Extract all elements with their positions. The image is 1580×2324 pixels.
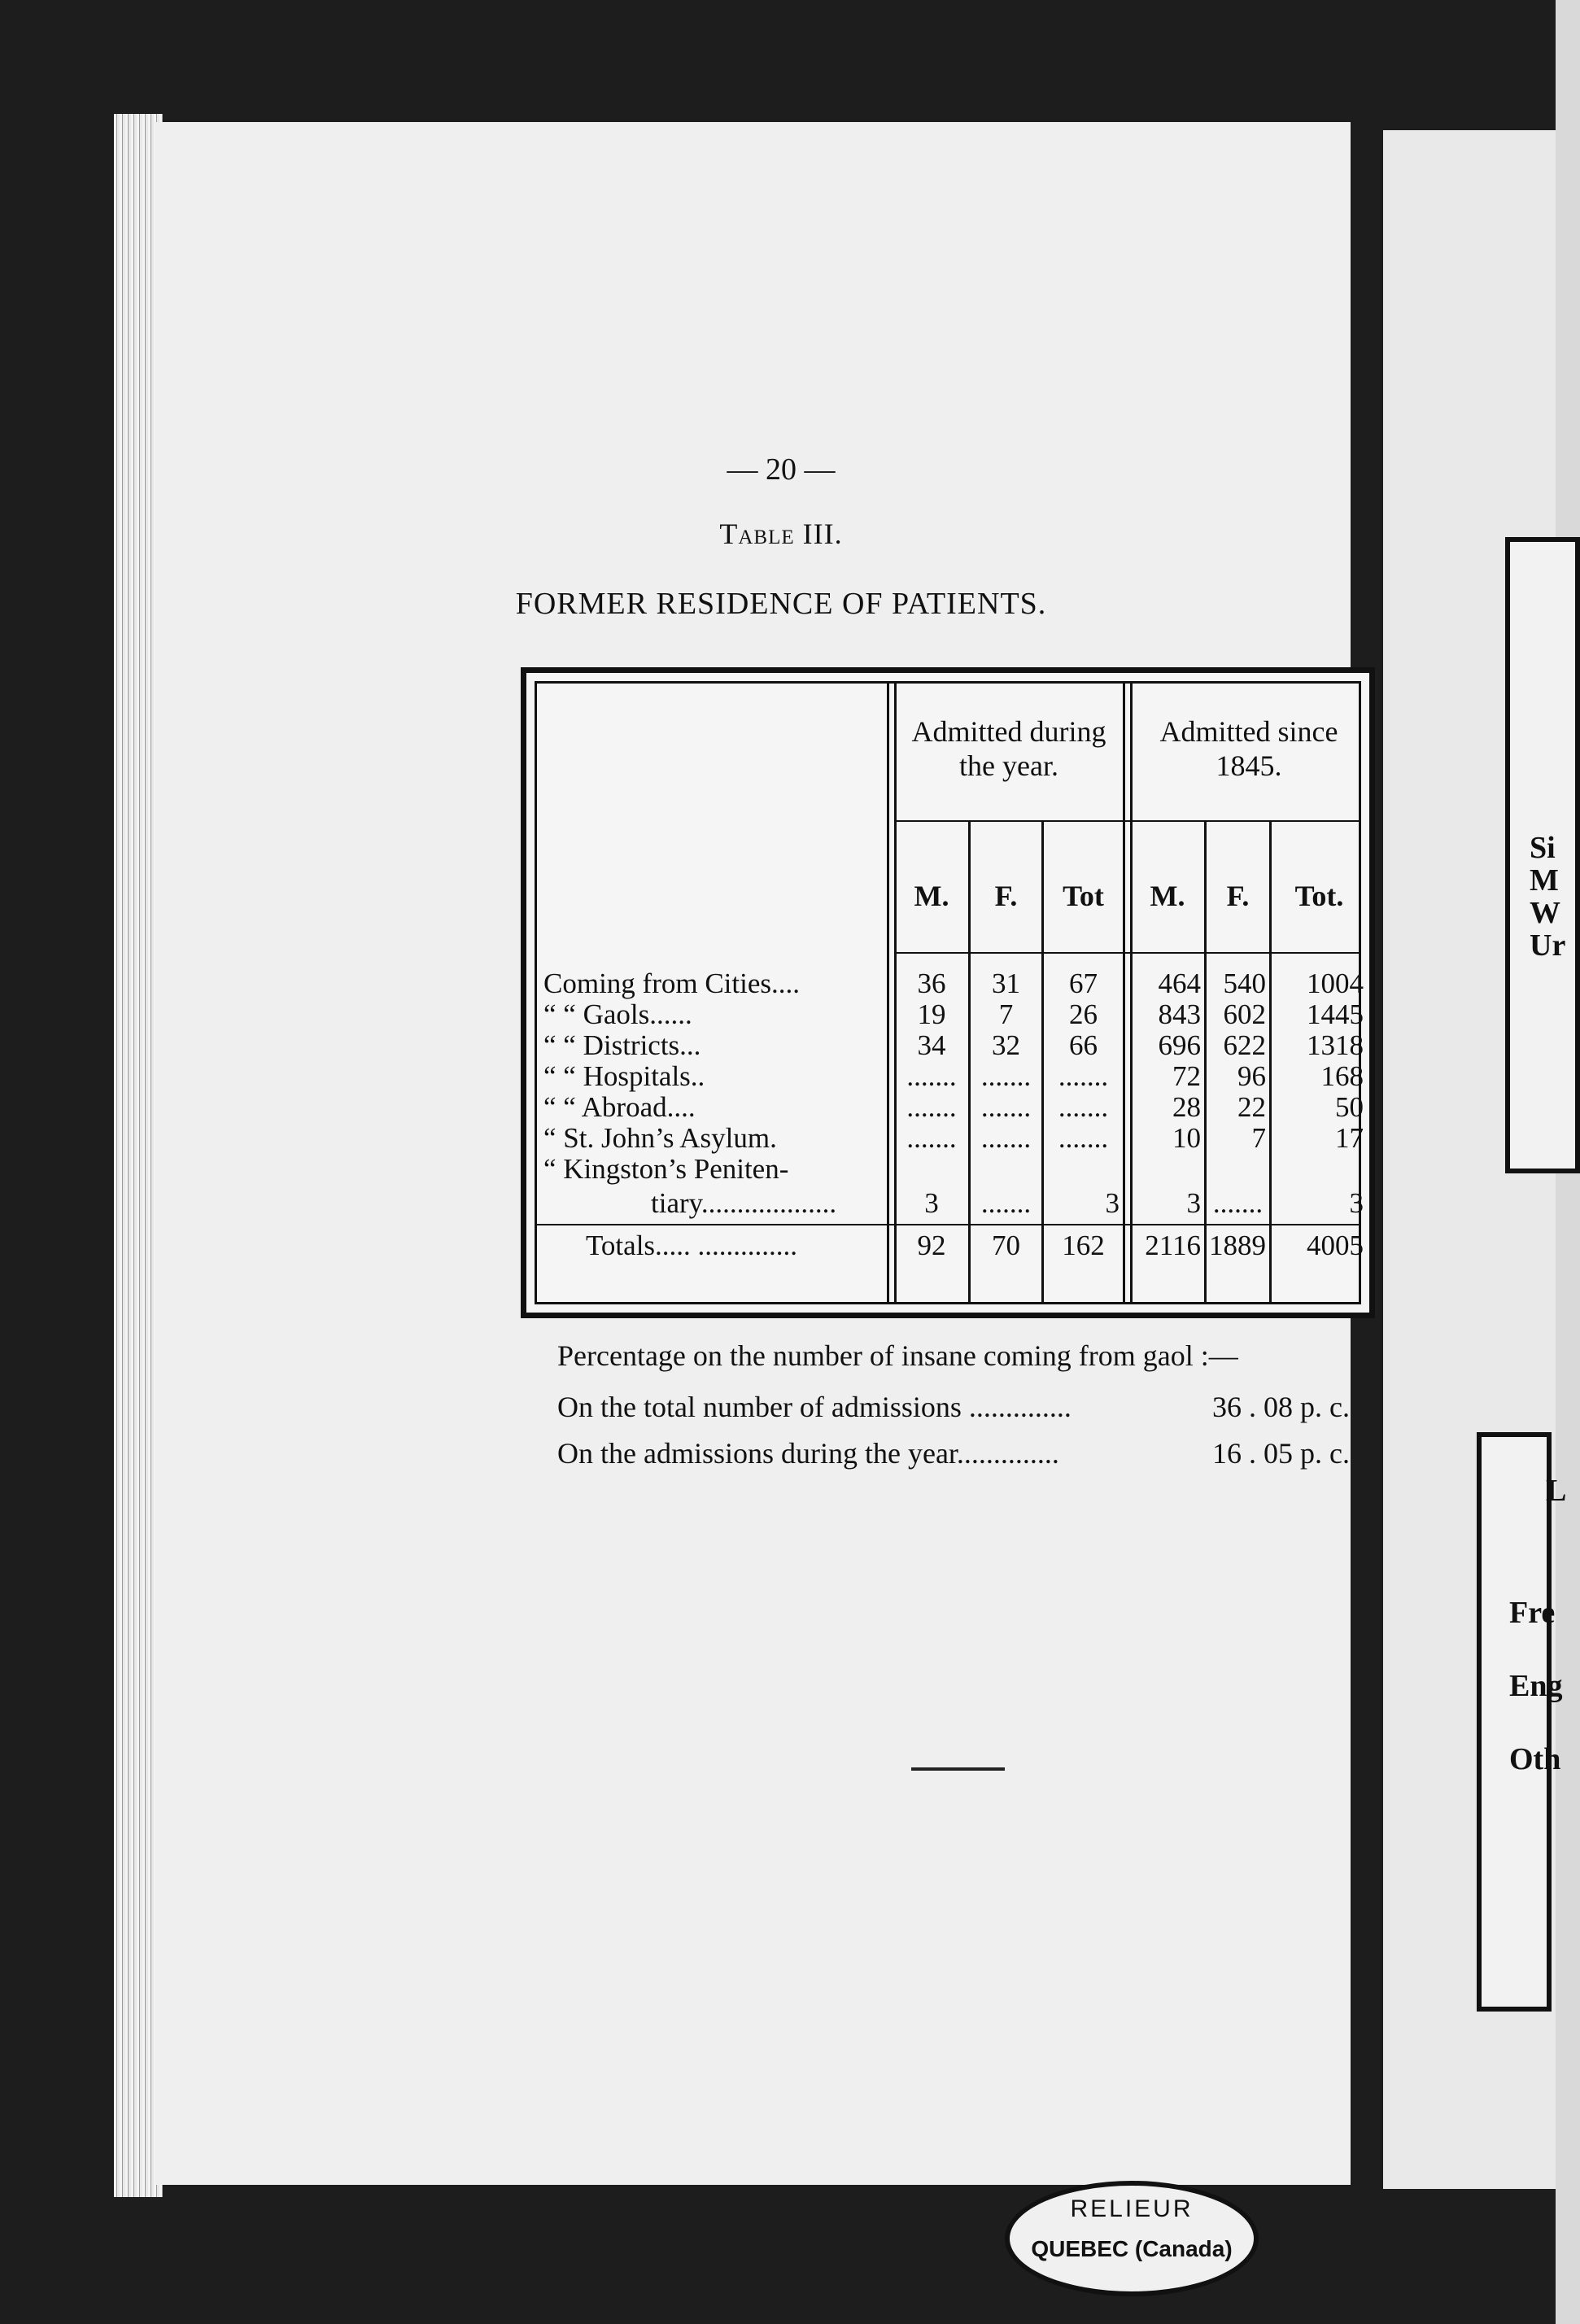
binder-stamp <box>1005 2181 1259 2296</box>
cell: 4005 <box>1307 1230 1364 1261</box>
table-row <box>537 968 1364 999</box>
cell: 36 <box>917 968 946 999</box>
cell: 1445 <box>1307 998 1364 1030</box>
cell: 3 <box>1105 1187 1120 1219</box>
cell: 70 <box>992 1230 1020 1261</box>
row-label: “ Kingston’s Peniten- <box>543 1153 789 1185</box>
cell: ....... <box>980 1122 1032 1154</box>
cell: ....... <box>980 1060 1032 1092</box>
table-row <box>537 1029 1364 1061</box>
row-label: Coming from Cities.... <box>543 968 800 999</box>
col-header-tot: Tot. <box>1294 880 1344 912</box>
left-page <box>155 122 1364 2185</box>
percentage-heading: Percentage on the number of insane coming from gaol :— <box>557 1339 1238 1372</box>
cell: ....... <box>980 1091 1032 1123</box>
header-admitted-during-year: Admitted during the year. <box>911 715 1106 782</box>
cell: ....... <box>1058 1060 1109 1092</box>
cell: 1004 <box>1307 968 1364 999</box>
right-fragment-text: M <box>1530 863 1559 898</box>
cell: 34 <box>917 1029 946 1061</box>
col-header-f: F. <box>1226 880 1250 912</box>
right-fragment-text: Fre <box>1509 1596 1556 1630</box>
right-fragment-text: Si <box>1530 831 1556 865</box>
cell: 3 <box>1186 1187 1201 1219</box>
percentage-line-1-value: 36 . 08 p. c. <box>1212 1391 1350 1423</box>
table-row <box>537 1187 1364 1219</box>
cell: 3 <box>1349 1187 1364 1219</box>
cell: 602 <box>1223 998 1266 1030</box>
cell: 28 <box>1172 1091 1201 1123</box>
cell: 19 <box>917 998 946 1030</box>
table-row <box>537 998 1364 1030</box>
right-fragment-text: Ur <box>1530 928 1566 963</box>
cell: 22 <box>1237 1091 1266 1123</box>
percentage-line-2-label: On the admissions during the year.............. <box>557 1437 1059 1470</box>
cell: 17 <box>1335 1122 1364 1154</box>
cell: ....... <box>1212 1187 1264 1219</box>
row-label: “ “ Abroad.... <box>543 1091 696 1123</box>
cell: ....... <box>906 1060 957 1092</box>
right-fragment-text: L <box>1546 1474 1567 1508</box>
row-label: “ “ Hospitals.. <box>543 1060 705 1092</box>
cell: 3 <box>924 1187 939 1219</box>
table-label: Table III. <box>719 518 843 550</box>
totals-row <box>537 1230 1364 1261</box>
cell: 162 <box>1062 1230 1105 1261</box>
header-rule <box>895 820 1359 822</box>
cell: 1318 <box>1307 1029 1364 1061</box>
cell: 1889 <box>1209 1230 1266 1261</box>
totals-label: Totals..... .............. <box>586 1230 798 1261</box>
cell: 92 <box>917 1230 946 1261</box>
right-fragment-text: W <box>1530 896 1560 930</box>
col-header-m: M. <box>914 880 949 912</box>
table-row <box>537 1122 1364 1154</box>
cell: 540 <box>1223 968 1266 999</box>
cell: 26 <box>1069 998 1098 1030</box>
stamp-line-2: QUEBEC (Canada) <box>1031 2236 1233 2261</box>
percentage-line-1-label: On the total number of admissions .............. <box>557 1391 1072 1423</box>
cell: 96 <box>1237 1060 1266 1092</box>
table-title: FORMER RESIDENCE OF PATIENTS. <box>515 587 1047 621</box>
stamp-line-1: RELIEUR <box>1070 2195 1194 2222</box>
cell: 696 <box>1158 1029 1201 1061</box>
table-row <box>537 1154 1359 1185</box>
cell: 168 <box>1320 1060 1364 1092</box>
col-header-f: F. <box>994 880 1018 912</box>
row-label: “ St. John’s Asylum. <box>543 1122 777 1154</box>
cell: 464 <box>1158 968 1201 999</box>
cell: ....... <box>980 1187 1032 1219</box>
totals-rule <box>537 1224 1359 1225</box>
row-label: “ “ Gaols...... <box>543 998 692 1030</box>
residence-table <box>521 667 1375 1318</box>
cell: 7 <box>1251 1122 1266 1154</box>
cell: 31 <box>992 968 1020 999</box>
cell: ....... <box>1058 1091 1109 1123</box>
right-fragment-text: Eng <box>1509 1669 1563 1703</box>
page-number: — 20 — <box>727 452 836 487</box>
col-header-tot: Tot <box>1063 880 1104 912</box>
cell: ....... <box>906 1091 957 1123</box>
cell: 622 <box>1223 1029 1266 1061</box>
header-admitted-since-1845: Admitted since 1845. <box>1159 715 1338 782</box>
right-page-edge <box>1383 130 1567 2189</box>
cell: 7 <box>998 998 1014 1030</box>
cell: 10 <box>1172 1122 1201 1154</box>
right-fragment-text: Oth <box>1509 1742 1561 1776</box>
cell: 72 <box>1172 1060 1201 1092</box>
cell: 843 <box>1158 998 1201 1030</box>
table-row <box>537 1091 1364 1123</box>
cell: 66 <box>1069 1029 1098 1061</box>
cell: ....... <box>1058 1122 1109 1154</box>
row-label: tiary................... <box>651 1187 837 1219</box>
table-inner-border <box>535 681 1364 1304</box>
table-row <box>537 1060 1364 1092</box>
percentage-line-2-value: 16 . 05 p. c. <box>1212 1437 1350 1470</box>
section-end-rule <box>911 1767 1005 1771</box>
row-label: “ “ Districts... <box>543 1029 701 1061</box>
cell: 32 <box>992 1029 1020 1061</box>
cell: 2116 <box>1145 1230 1201 1261</box>
cell: 50 <box>1335 1091 1364 1123</box>
cell: ....... <box>906 1122 957 1154</box>
header-bottom-rule <box>895 952 1359 954</box>
col-header-m: M. <box>1150 880 1185 912</box>
right-table-fragment <box>1477 1432 1552 2012</box>
cell: 67 <box>1069 968 1098 999</box>
